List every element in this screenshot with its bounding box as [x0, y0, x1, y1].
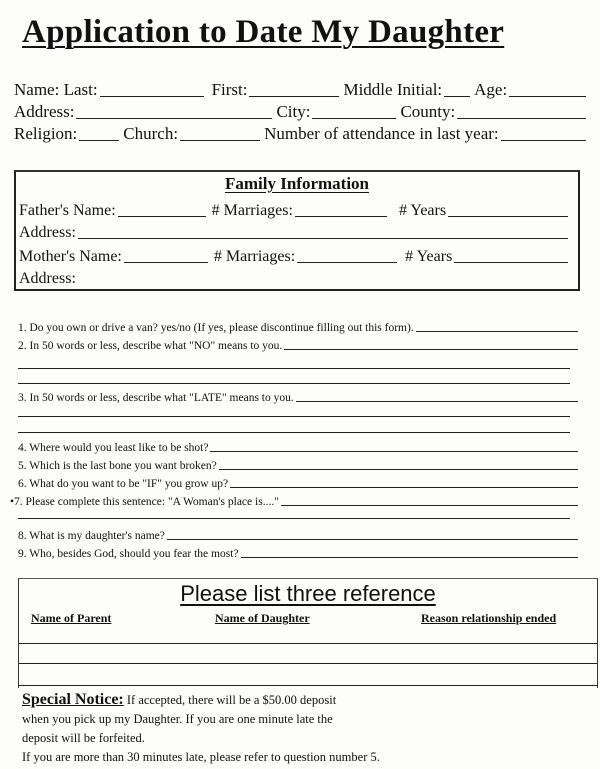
question-9-answer[interactable] [241, 547, 579, 558]
last-name-field[interactable] [100, 82, 204, 97]
mothers-name-label: Mother's Name: [19, 248, 122, 265]
name-row [14, 78, 590, 100]
mother-marriages-field[interactable] [297, 248, 397, 263]
question-6 [18, 472, 582, 490]
question-2-answer-line[interactable] [18, 383, 570, 384]
mothers-name-field[interactable] [124, 248, 208, 263]
question-4 [18, 436, 582, 454]
question-1-text: 1. Do you own or drive a van? yes/no (If yes, please discontinue filling out this form). [18, 322, 414, 334]
father-address-row [19, 220, 572, 242]
question-1-answer[interactable] [416, 321, 578, 332]
question-7-answer[interactable] [281, 495, 578, 506]
city-label: City: [276, 102, 311, 121]
middle-initial-label: Middle Initial: [343, 80, 443, 99]
father-years-field[interactable] [448, 202, 568, 217]
father-marriages-label: # Marriages: [211, 202, 293, 219]
question-3-answer-line[interactable] [18, 432, 570, 433]
question-5-text: 5. Which is the last bone you want broken? [18, 460, 217, 472]
father-marriages-field[interactable] [295, 202, 387, 217]
question-7-text: •7. Please complete this sentence: "A Woman's place is...." [10, 496, 279, 508]
question-3-answer-line[interactable] [18, 416, 570, 417]
references-box [18, 578, 598, 688]
special-notice [22, 690, 462, 767]
reference-row-3-line[interactable] [19, 685, 597, 686]
question-7-answer-line[interactable] [18, 518, 570, 519]
age-field[interactable] [509, 82, 586, 97]
special-notice-line-1: If accepted, there will be a $50.00 deposit [126, 693, 337, 707]
church-label: Church: [123, 124, 179, 143]
first-name-field[interactable] [249, 82, 339, 97]
references-heading: Please list three reference [180, 581, 436, 606]
father-row [19, 198, 572, 220]
question-5-answer[interactable] [219, 459, 578, 470]
family-information-box [14, 170, 580, 291]
question-8-answer[interactable] [167, 529, 578, 540]
question-8-text: 8. What is my daughter's name? [18, 530, 165, 542]
question-3-answer[interactable] [296, 391, 578, 402]
age-label: Age: [474, 80, 508, 99]
father-address-label: Address: [19, 224, 76, 241]
mother-address-row [19, 266, 572, 288]
question-1 [18, 316, 582, 334]
county-label: County: [400, 102, 456, 121]
col-name-of-parent: Name of Parent [31, 611, 112, 625]
city-field[interactable] [312, 104, 396, 119]
special-notice-line-2: when you pick up my Daughter. If you are one minute late the [22, 712, 333, 726]
middle-initial-field[interactable] [444, 82, 470, 97]
fathers-name-field[interactable] [118, 202, 206, 217]
question-3 [18, 386, 582, 404]
address-field[interactable] [76, 104, 272, 119]
question-8 [18, 524, 582, 542]
question-6-text: 6. What do you want to be "IF" you grow up? [18, 478, 229, 490]
religion-row [14, 122, 590, 144]
reference-row-1-line[interactable] [19, 643, 597, 644]
question-4-text: 4. Where would you least like to be shot? [18, 442, 209, 454]
family-heading: Family Information [224, 174, 370, 193]
question-2-answer[interactable] [284, 339, 578, 350]
question-2-text: 2. In 50 words or less, describe what "NO" means to you. [18, 340, 283, 352]
mother-years-label: # Years [405, 248, 453, 265]
county-field[interactable] [457, 104, 586, 119]
mother-row [19, 244, 572, 266]
fathers-name-label: Father's Name: [19, 202, 116, 219]
attendance-field[interactable] [501, 126, 586, 141]
question-7 [10, 490, 582, 508]
question-6-answer[interactable] [230, 477, 578, 488]
question-4-answer[interactable] [210, 441, 578, 452]
special-notice-heading: Special Notice: [22, 691, 124, 708]
mother-marriages-label: # Marriages: [213, 248, 296, 265]
special-notice-line-4: If you are more than 30 minutes late, please refer to question number 5. [22, 750, 380, 764]
father-years-label: # Years [398, 202, 447, 219]
attendance-label: Number of attendance in last year: [264, 124, 499, 143]
special-notice-line-3: deposit will be forfeited. [22, 731, 145, 745]
question-9-text: 9. Who, besides God, should you fear the most? [18, 548, 239, 560]
col-name-of-daughter: Name of Daughter [215, 611, 310, 625]
religion-field[interactable] [79, 126, 119, 141]
question-2 [18, 334, 582, 352]
reference-row-2-line[interactable] [19, 663, 597, 664]
question-2-answer-line[interactable] [18, 368, 570, 369]
address-row [14, 100, 590, 122]
page-title: Application to Date My Daughter [22, 14, 505, 50]
last-name-label: Name: Last: [14, 80, 98, 99]
first-name-label: First: [211, 80, 248, 99]
church-field[interactable] [180, 126, 260, 141]
question-9 [18, 542, 582, 560]
father-address-field[interactable] [78, 224, 568, 239]
mother-years-field[interactable] [454, 248, 568, 263]
question-5 [18, 454, 582, 472]
mother-address-label: Address: [19, 270, 76, 287]
address-label: Address: [14, 102, 75, 121]
col-reason-relationship-ended: Reason relationship ended [421, 611, 557, 625]
question-3-text: 3. In 50 words or less, describe what "LATE" means to you. [18, 392, 294, 404]
religion-label: Religion: [14, 124, 78, 143]
